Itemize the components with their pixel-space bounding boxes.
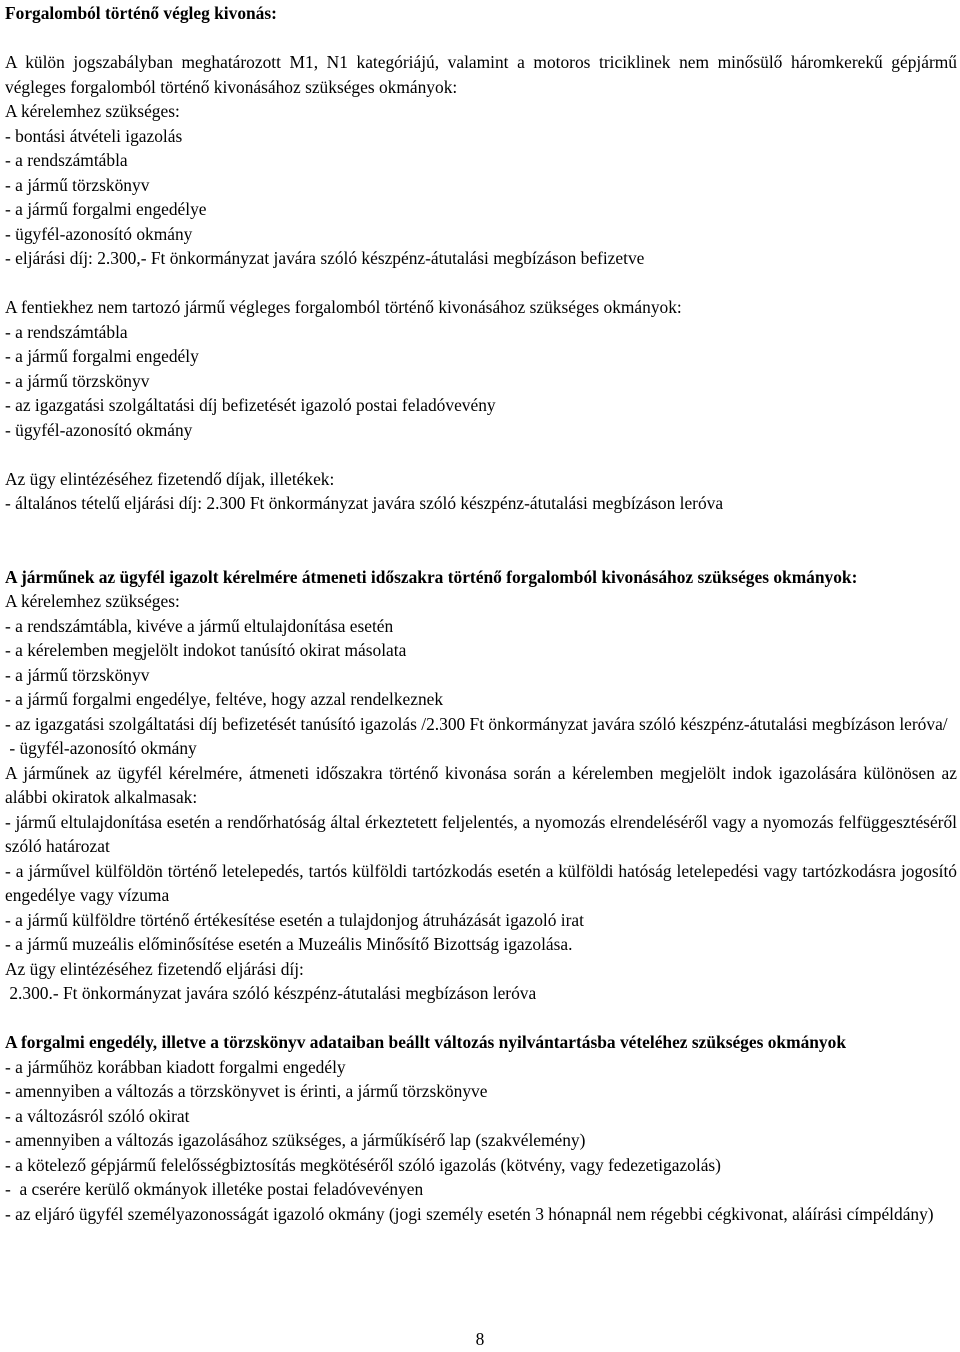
page-number: 8 xyxy=(475,1329,485,1349)
list-item: - a járművel külföldön történő letelepedés, tartós külföldi tartózkodás esetén a külföldi hatóság letelepedési vagy tartózkodásra jogosító engedélye vagy vízuma xyxy=(5,860,957,905)
list-item: - a kötelező gépjármű felelősségbiztosítás megkötéséről szóló igazolás (kötvény, vagy fedezetigazolás) xyxy=(5,1154,721,1175)
paragraph: 2.300.- Ft önkormányzat javára szóló készpénz-átutalási megbízáson leróva xyxy=(5,983,537,1003)
list-item: - ügyfél-azonosító okmány xyxy=(5,738,197,758)
list-item: - a járműhöz korábban kiadott forgalmi engedély xyxy=(5,1056,346,1077)
paragraph: Az ügy elintézéséhez fizetendő díjak, illetékek: xyxy=(5,468,335,489)
list-item: - eljárási díj: 2.300,- Ft önkormányzat javára szóló készpénz-átutalási megbízáson befizetve xyxy=(5,248,645,268)
list-item: - a jármű forgalmi engedély xyxy=(5,346,199,366)
spacer xyxy=(5,26,957,51)
list-item: - ügyfél-azonosító okmány xyxy=(5,223,193,244)
paragraph: A járműnek az ügyfél kérelmére, átmeneti időszakra történő kivonása során a kérelemben megjelölt indok igazolására különösen az alábbi okiratok alkalmasak: xyxy=(5,762,957,807)
spacer xyxy=(5,271,957,296)
section-title-final-withdrawal: Forgalomból történő végleg kivonás: xyxy=(5,3,277,23)
list-item: - bontási átvételi igazolás xyxy=(5,125,183,146)
list-item: - a jármű törzskönyv xyxy=(5,664,150,685)
list-item: - a rendszámtábla xyxy=(5,150,128,170)
list-item: - az igazgatási szolgáltatási díj befizetését igazoló postai feladóvevény xyxy=(5,395,496,415)
list-item: - a jármű törzskönyv xyxy=(5,370,150,391)
list-item: - amennyiben a változás a törzskönyvet is érinti, a jármű törzskönyve xyxy=(5,1081,488,1101)
section-title-data-change: A forgalmi engedély, illetve a törzskönyv adataiban beállt változás nyilvántartásba vételéhez szükséges okmányok xyxy=(5,1032,846,1052)
paragraph: A kérelemhez szükséges: xyxy=(5,101,180,121)
list-item: - általános tételű eljárási díj: 2.300 Ft önkormányzat javára szóló készpénz-átutalási megbízáson leróva xyxy=(5,493,724,513)
list-item: - a rendszámtábla xyxy=(5,321,128,342)
list-item: - a jármű törzskönyv xyxy=(5,174,150,195)
paragraph: A fentiekhez nem tartozó jármű végleges forgalomból történő kivonásához szükséges okmányok: xyxy=(5,297,682,317)
list-item: - a jármű forgalmi engedélye xyxy=(5,199,207,219)
paragraph: A külön jogszabályban meghatározott M1, N1 kategóriájú, valamint a motoros triciklinek nem minősülő háromkerekű gépjármű végleges forgalomból történő kivonásához szükséges okmányok: xyxy=(5,52,957,97)
list-item: - a változásról szóló okirat xyxy=(5,1105,190,1126)
list-item: - a kérelemben megjelölt indokot tanúsító okirat másolata xyxy=(5,640,407,660)
section-title-temporary-withdrawal: A járműnek az ügyfél igazolt kérelmére átmeneti időszakra történő forgalomból kivonásához szükséges okmányok: xyxy=(5,566,858,587)
spacer xyxy=(5,442,957,467)
list-item: - a jármű forgalmi engedélye, feltéve, hogy azzal rendelkeznek xyxy=(5,689,444,709)
list-item: - a jármű muzeális előminősítése esetén a Muzeális Minősítő Bizottság igazolása. xyxy=(5,934,573,954)
list-item: - jármű eltulajdonítása esetén a rendőrhatóság által érkeztetett feljelentés, a nyomozás elrendeléséről vagy a nyomozás felfüggesztéséről szóló határozat xyxy=(5,811,957,856)
list-item: - amennyiben a változás igazolásához szükséges, a járműkísérő lap (szakvélemény) xyxy=(5,1130,586,1150)
list-item: - a rendszámtábla, kivéve a jármű eltulajdonítása esetén xyxy=(5,615,394,636)
list-item: - az eljáró ügyfél személyazonosságát igazoló okmány (jogi személy esetén 3 hónapnál nem régebbi cégkivonat, aláírási címpéldány) xyxy=(5,1203,934,1224)
document-page xyxy=(5,1,957,1226)
spacer xyxy=(5,516,957,565)
list-item: - ügyfél-azonosító okmány xyxy=(5,419,193,440)
list-item: - az igazgatási szolgáltatási díj befizetését tanúsító igazolás /2.300 Ft önkormányzat javára szóló készpénz-átutalási megbízáson leróva/ xyxy=(5,713,948,734)
paragraph: A kérelemhez szükséges: xyxy=(5,591,180,611)
list-item: - a cserére kerülő okmányok illetéke postai feladóvevényen xyxy=(5,1179,424,1199)
paragraph: Az ügy elintézéséhez fizetendő eljárási díj: xyxy=(5,958,304,979)
list-item: - a jármű külföldre történő értékesítése esetén a tulajdonjog átruházását igazoló irat xyxy=(5,909,584,930)
spacer xyxy=(5,1006,957,1031)
